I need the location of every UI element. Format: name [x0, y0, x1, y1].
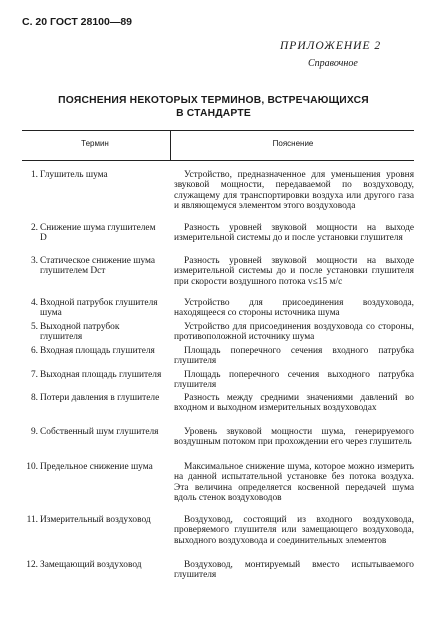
term-text: Снижение шума глушителем D	[40, 223, 156, 244]
explanation-cell: Площадь поперечного сечения выходного патрубка глушителя	[174, 370, 414, 391]
term-text: Замещающий воздуховод	[40, 560, 142, 570]
term-number: 4.	[30, 298, 38, 308]
term-number: 12.	[26, 560, 38, 570]
term-text: Входная площадь глушителя	[40, 346, 155, 356]
terms-table	[22, 130, 414, 581]
term-number: 7.	[30, 370, 38, 380]
term-text: Входной патрубок глушителя шума	[40, 298, 158, 319]
explanation-cell: Воздуховод, монтируемый вместо испытываемого глушителя	[174, 560, 414, 581]
term-number: 8.	[30, 393, 38, 403]
column-header-explanation: Пояснение	[272, 139, 314, 148]
term-text: Измерительный воздуховод	[40, 515, 151, 525]
term-text: Глушитель шума	[40, 170, 108, 180]
term-text: Выходной патрубок глушителя	[40, 322, 120, 343]
term-text: Статическое снижение шума глушителем Dст	[40, 256, 156, 277]
explanation-cell: Устройство для присоединения воздуховода со стороны, противоположной источнику шума	[174, 322, 414, 343]
column-divider	[170, 131, 171, 160]
document-title	[0, 94, 427, 120]
term-text: Предельное снижение шума	[40, 462, 153, 472]
term-number: 5.	[30, 322, 38, 332]
term-number: 11.	[26, 515, 38, 525]
explanation-cell: Разность уровней звуковой мощности на выходе измерительной системы до и после установки глушителя	[174, 223, 414, 244]
explanation-cell: Устройство для присоединения воздуховода, находящееся со стороны источника шума	[174, 298, 414, 319]
explanation-cell: Разность уровней звуковой мощности на выходе измерительной системы до и после установки глушителя при скорости воздушного потока v≤15 м/с	[174, 256, 414, 287]
term-number: 9.	[30, 427, 38, 437]
term-number: 3.	[30, 256, 38, 266]
term-text: Потери давления в глушителе	[40, 393, 160, 403]
title-line-2: В СТАНДАРТЕ	[176, 108, 251, 119]
term-number: 6.	[30, 346, 38, 356]
term-text: Выходная площадь глушителя	[40, 370, 162, 380]
appendix-subtitle: Справочное	[308, 58, 358, 69]
table-header	[22, 130, 414, 161]
explanation-cell: Максимальное снижение шума, которое можно измерить на данной испытательной установке без потока воздуха. Эта величина определяется косвенной передачей шума вдоль стенок воздуховодов	[174, 462, 414, 503]
title-line-1: ПОЯСНЕНИЯ НЕКОТОРЫХ ТЕРМИНОВ, ВСТРЕЧАЮЩИХСЯ	[58, 95, 369, 106]
explanation-cell: Воздуховод, состоящий из входного воздуховода, проверяемого глушителя или замещающего воздуховода, выходного воздуховода и соединительных элементов	[174, 515, 414, 546]
appendix-title: ПРИЛОЖЕНИЕ 2	[280, 40, 382, 52]
explanation-cell: Устройство, предназначенное для уменьшения уровня звуковой мощности, передаваемой по воздуховоду, служащему для транспортировки воздуха или другого газа и являющемуся элементом этого воздуховода	[174, 170, 414, 211]
column-header-term: Термин	[81, 139, 109, 148]
term-number: 2.	[30, 223, 38, 233]
page-header: С. 20 ГОСТ 28100—89	[22, 16, 133, 28]
explanation-cell: Площадь поперечного сечения входного патрубка глушителя	[174, 346, 414, 367]
term-number: 1.	[30, 170, 38, 180]
term-number: 10.	[26, 462, 38, 472]
explanation-cell: Разность между средними значениями давлений во входном и выходном измерительных воздуховодах	[174, 393, 414, 414]
term-text: Собственный шум глушителя	[40, 427, 159, 437]
explanation-cell: Уровень звуковой мощности шума, генерируемого воздушным потоком при прохождении его через глушитель	[174, 427, 414, 448]
